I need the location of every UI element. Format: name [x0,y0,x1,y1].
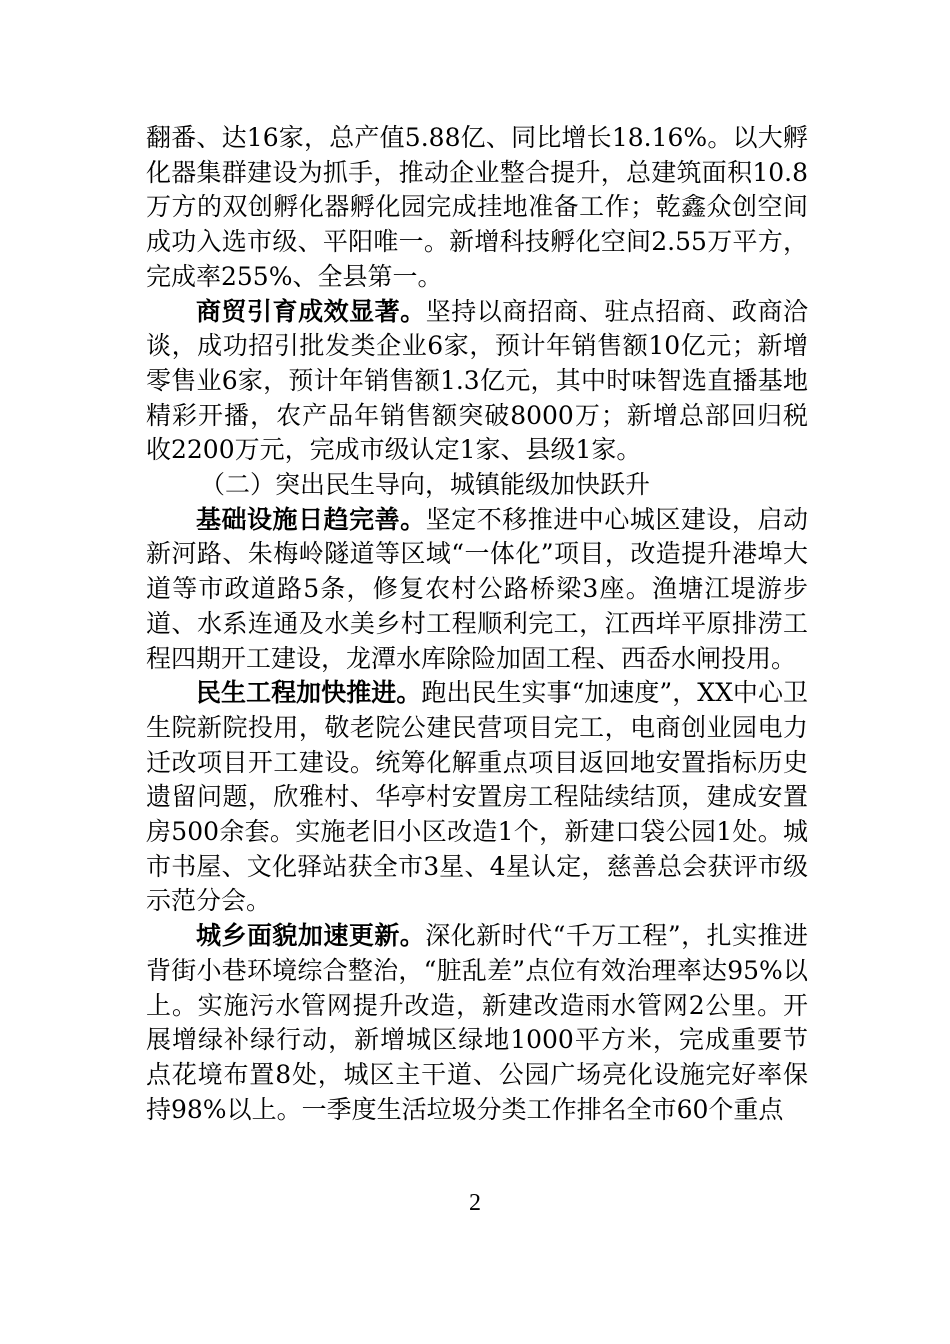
document-page [146,121,808,1127]
section-heading: （二）突出民生导向，城镇能级加快跃升 [200,470,651,500]
paragraph-text: 深化新时代“千万工程”，扎实推进背街小巷环境综合整治，“脏乱差”点位有效治理率达95%以上。实施污水管网提升改造，新建改造雨水管网2公里。开展增绿补绿行动，新增城区绿地1000平方米，完成重要节点花境布置8处，城区主干道、公园广场亮化设施完好率保持98%以上。一季度生活垃圾分类工作排名全市60个重点 [146,921,808,1124]
paragraph-text: 翻番、达16家，总产值5.88亿、同比增长18.16%。以大孵化器集群建设为抓手，推动企业整合提升，总建筑面积10.8万方的双创孵化器孵化园完成挂地准备工作；乾鑫众创空间成功入选市级、平阳唯一。新增科技孵化空间2.55万平方，完成率255%、全县第一。 [146,123,808,291]
paragraph-commerce [146,295,808,469]
paragraph-incubator [146,121,808,295]
paragraph-lead: 民生工程加快推进。 [196,678,422,708]
paragraph-livelihood [146,676,808,919]
paragraph-lead: 商贸引育成效显著。 [196,296,426,326]
paragraph-text: 坚定不移推进中心城区建设，启动新河路、朱梅岭隧道等区域“一体化”项目，改造提升港埠大道等市政道路5条，修复农村公路桥梁3座。渔塘江堤游步道、水系连通及水美乡村工程顺利完工，江西垟平原排涝工程四期开工建设，龙潭水库除险加固工程、西岙水闸投用。 [146,504,808,673]
paragraph-urban-rural [146,919,808,1127]
paragraph-text: 跑出民生实事“加速度”，XX中心卫生院新院投用，敬老院公建民营项目完工，电商创业园电力迁改项目开工建设。统筹化解重点项目返回地安置指标历史遗留问题，欣雅村、华亭村安置房工程陆续结顶，建成安置房500余套。实施老旧小区改造1个，新建口袋公园1处。城市书屋、文化驿站获全市3星、4星认定，慈善总会获评市级示范分会。 [146,678,808,916]
page-number: 2 [469,1190,481,1216]
paragraph-lead: 基础设施日趋完善。 [196,504,426,534]
paragraph-text: 坚持以商招商、驻点招商、政商洽谈，成功招引批发类企业6家，预计年销售额10亿元；新增零售业6家，预计年销售额1.3亿元，其中时味智选直播基地精彩开播，农产品年销售额突破8000万；新增总部回归税收2200万元，完成市级认定1家、县级1家。 [146,296,808,465]
paragraph-infrastructure [146,503,808,677]
paragraph-lead: 城乡面貌加速更新。 [196,921,426,951]
